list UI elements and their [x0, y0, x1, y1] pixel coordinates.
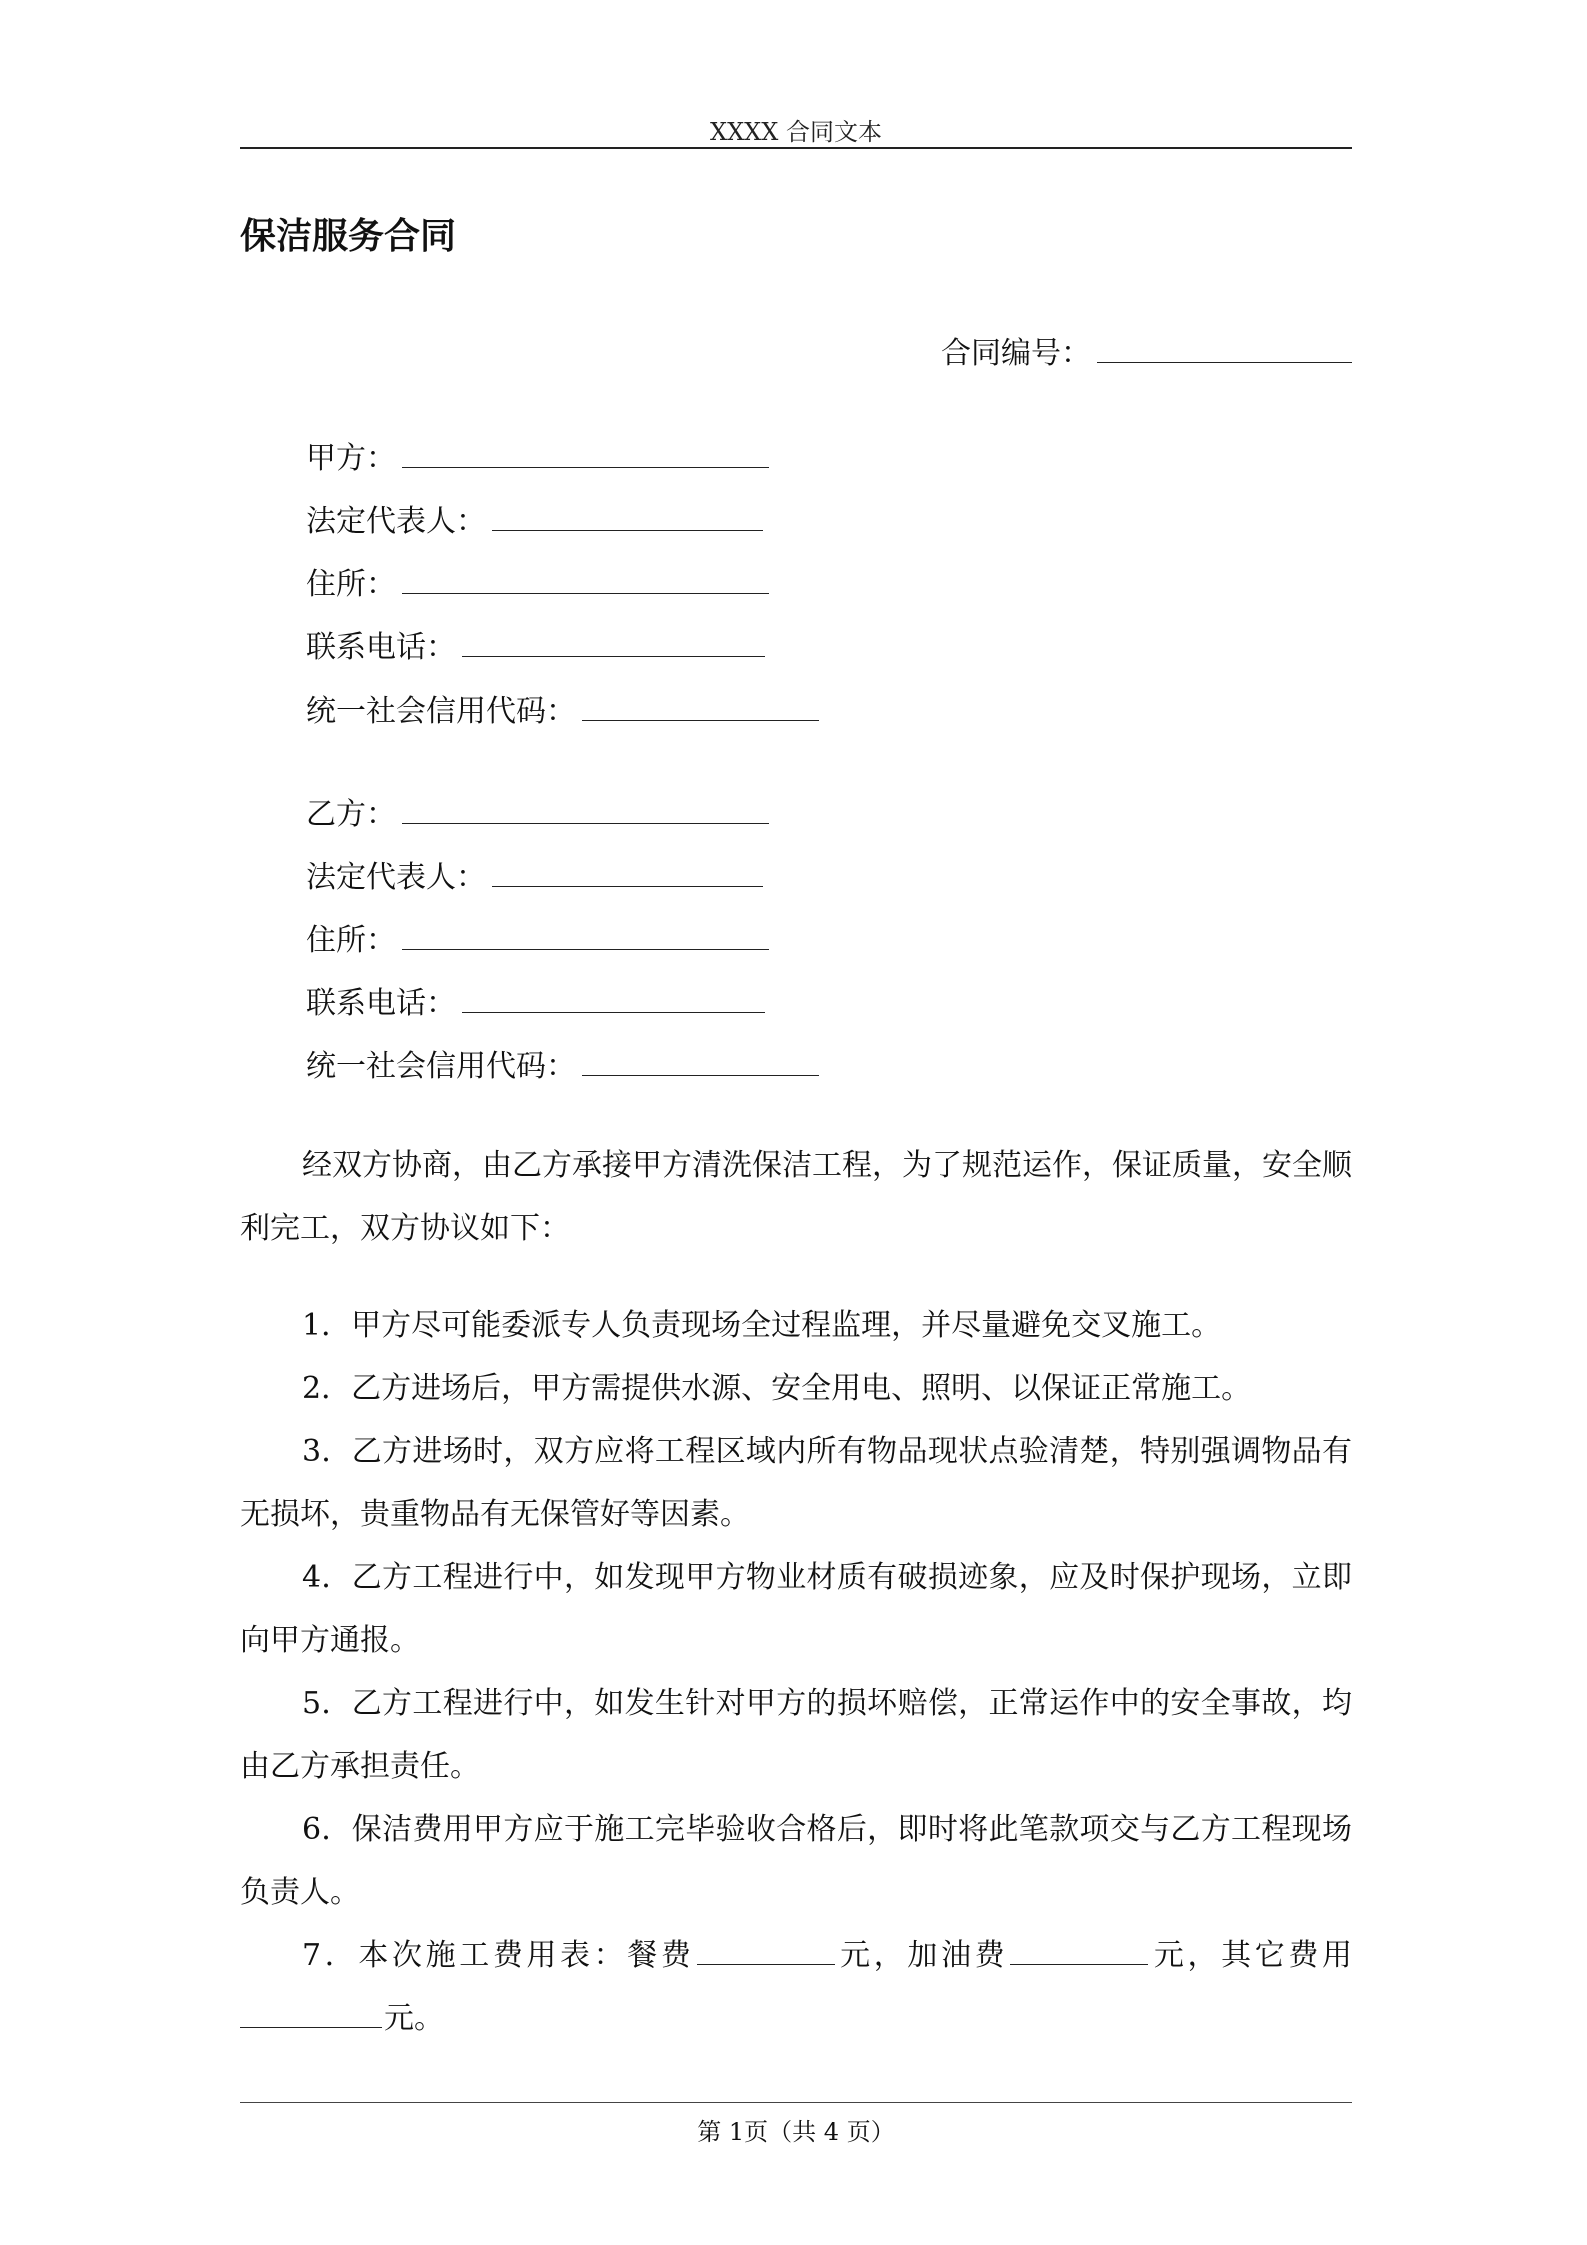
party-a-rep-blank[interactable]: [492, 500, 763, 531]
clause-7: [240, 1924, 1352, 2050]
party-a-name-blank[interactable]: [402, 437, 769, 468]
party-a-address-field: [306, 559, 769, 603]
contract-number-label: 合同编号：: [941, 336, 1091, 371]
clause-6: [240, 1798, 1352, 1924]
party-b-rep-blank[interactable]: [492, 856, 763, 887]
clause-4: [240, 1546, 1352, 1672]
footer-divider: [240, 2102, 1352, 2103]
contract-number-field: [941, 328, 1352, 372]
party-b-name-field: [306, 789, 769, 833]
party-a-credit-code-label: 统一社会信用代码：: [306, 694, 576, 729]
party-b-credit-code-label: 统一社会信用代码：: [306, 1049, 576, 1084]
party-a-phone-blank[interactable]: [462, 626, 765, 657]
party-a-rep-label: 法定代表人：: [306, 504, 486, 539]
party-a-phone-label: 联系电话：: [306, 630, 456, 665]
clause-1: [240, 1294, 1352, 1357]
clause-2: [240, 1357, 1352, 1420]
contract-number-blank[interactable]: [1097, 332, 1352, 363]
party-a-name-label: 甲方：: [306, 441, 396, 476]
party-b-phone-blank[interactable]: [462, 982, 765, 1013]
clause-text: 2．乙方进场后，甲方需提供水源、安全用电、照明、以保证正常施工。: [302, 1371, 1252, 1406]
party-b-address-blank[interactable]: [402, 919, 769, 950]
party-a-address-label: 住所：: [306, 567, 396, 602]
party-a-address-blank[interactable]: [402, 563, 769, 594]
party-b-name-label: 乙方：: [306, 797, 396, 832]
clause-text: 3．乙方进场时，双方应将工程区域内所有物品现状点验清楚，特别强调物品有无损坏，贵重物品有无保管好等因素。: [240, 1434, 1352, 1532]
clause-7-unit-1: 元，加油费: [836, 1938, 1009, 1973]
clause-7-unit-2: 元，其它费用: [1150, 1938, 1353, 1973]
party-b-credit-code-field: [306, 1041, 819, 1085]
clause-text: 4．乙方工程进行中，如发现甲方物业材质有破损迹象，应及时保护现场，立即向甲方通报。: [240, 1560, 1352, 1658]
meal-fee-blank[interactable]: [697, 1934, 835, 1965]
page-header: XXXX 合同文本: [710, 118, 882, 146]
clause-text: 5．乙方工程进行中，如发生针对甲方的损坏赔偿，正常运作中的安全事故，均由乙方承担责任。: [240, 1686, 1352, 1784]
party-b-address-field: [306, 915, 769, 959]
clause-text: 1．甲方尽可能委派专人负责现场全过程监理，并尽量避免交叉施工。: [302, 1308, 1222, 1343]
fuel-fee-blank[interactable]: [1010, 1934, 1148, 1965]
clause-7-unit-3: 元。: [384, 2001, 444, 2036]
party-a-rep-field: [306, 496, 763, 540]
party-b-address-label: 住所：: [306, 923, 396, 958]
header-divider: [240, 147, 1352, 149]
party-b-credit-code-blank[interactable]: [582, 1045, 819, 1076]
party-a-credit-code-blank[interactable]: [582, 690, 819, 721]
clause-text: 6．保洁费用甲方应于施工完毕验收合格后，即时将此笔款项交与乙方工程现场负责人。: [240, 1812, 1352, 1910]
party-b-rep-label: 法定代表人：: [306, 860, 486, 895]
party-b-phone-field: [306, 978, 765, 1022]
party-a-phone-field: [306, 622, 765, 666]
other-fee-blank[interactable]: [240, 1997, 382, 2028]
clause-3: [240, 1420, 1352, 1546]
clause-7-lead: 7．本次施工费用表：餐费: [302, 1938, 695, 1973]
party-a-name-field: [306, 433, 769, 477]
intro-paragraph: [240, 1134, 1352, 1260]
party-a-credit-code-field: [306, 686, 819, 730]
intro-text: 经双方协商，由乙方承接甲方清洗保洁工程，为了规范运作，保证质量，安全顺利完工，双方协议如下：: [240, 1148, 1352, 1246]
party-b-phone-label: 联系电话：: [306, 986, 456, 1021]
clause-5: [240, 1672, 1352, 1798]
document-title: 保洁服务合同: [240, 216, 457, 257]
party-b-name-blank[interactable]: [402, 793, 769, 824]
party-b-rep-field: [306, 852, 763, 896]
page-footer: 第 1页（共 4 页）: [697, 2118, 895, 2146]
